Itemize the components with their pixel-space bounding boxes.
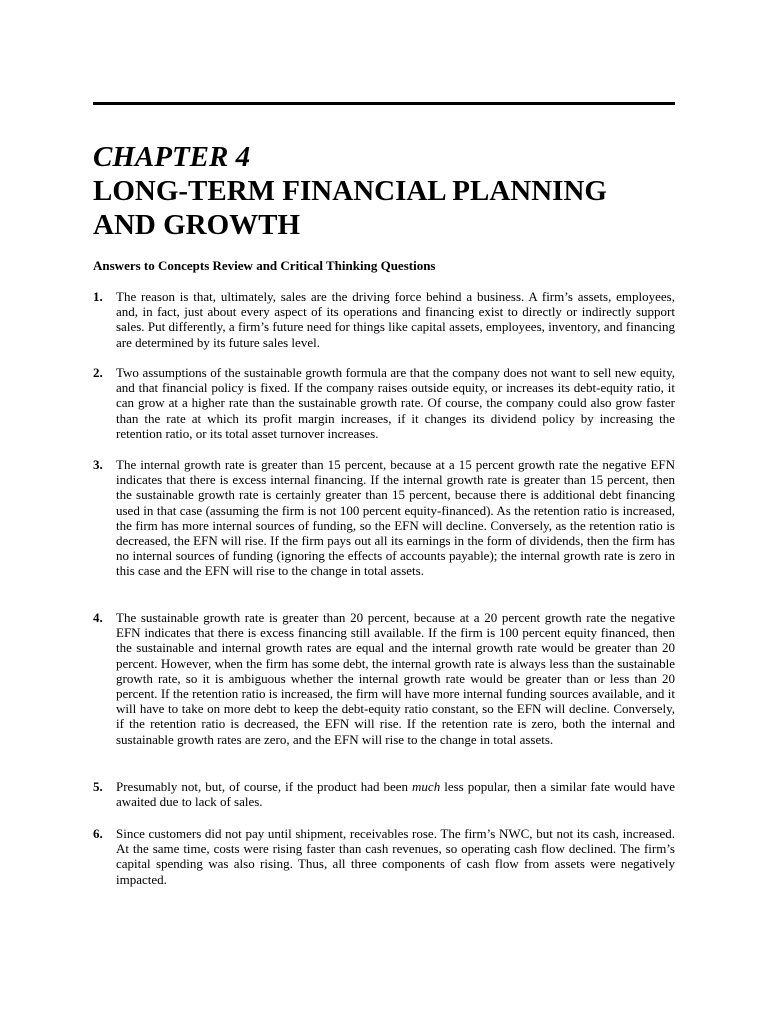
- answer-text: The reason is that, ultimately, sales are the driving force behind a business. A firm’s assets, employees, and, in fact, just about every aspect of its operations and financing exist to directly or indirectly support sales. Put differently, a firm’s future need for things like capital assets, employees, inventory, and financing are determined by its future sales level.: [116, 289, 675, 350]
- answer-number: 2.: [93, 365, 103, 380]
- answer-item-1: [93, 289, 675, 350]
- answer-number: 4.: [93, 610, 103, 625]
- answer-text: Since customers did not pay until shipment, receivables rose. The firm’s NWC, but not its cash, increased. At the same time, costs were rising faster than cash revenues, so operating cash flow declined. The firm’s capital spending was also rising. Thus, all three components of cash flow from assets were negatively impacted.: [116, 826, 675, 887]
- section-heading: Answers to Concepts Review and Critical Thinking Questions: [93, 258, 436, 273]
- answer-text-emphasis: much: [412, 779, 441, 794]
- answer-item-6: [93, 826, 675, 887]
- answer-text-part: less popular, then a similar fate would have awaited due to lack of sales.: [116, 779, 675, 810]
- chapter-title-line-1: LONG-TERM FINANCIAL PLANNING: [93, 175, 607, 207]
- answer-number: 6.: [93, 826, 103, 841]
- answer-number: 3.: [93, 457, 103, 472]
- chapter-number: CHAPTER 4: [93, 141, 251, 173]
- answer-number: 5.: [93, 779, 103, 794]
- answer-text: The sustainable growth rate is greater than 20 percent, because at a 20 percent growth rate the negative EFN indicates that there is excess financing still available. If the firm is 100 percent equity financed, then the sustainable and internal growth rates are equal and the internal growth rate would be greater than 20 percent. However, when the firm has some debt, the internal growth rate is always less than the sustainable growth rate, so it is ambiguous whether the internal growth rate would be greater than or less than 20 percent. If the retention ratio is increased, the firm will have more internal funding sources available, and it will have to take on more debt to keep the debt-equity ratio constant, so the EFN will decline. Conversely, if the retention ratio is decreased, the EFN will rise. If the retention rate is zero, both the internal and sustainable growth rates are zero, and the EFN will rise to the change in total assets.: [116, 610, 675, 747]
- chapter-title-line-2: AND GROWTH: [93, 209, 301, 241]
- answer-text: The internal growth rate is greater than 15 percent, because at a 15 percent growth rate the negative EFN indicates that there is excess internal financing. If the internal growth rate is greater than 15 percent, then the sustainable growth rate is certainly greater than 15 percent, because there is additional debt financing used in that case (assuming the firm is not 100 percent equity-financed). As the retention ratio is increased, the firm has more internal sources of funding, so the EFN will decline. Conversely, as the retention ratio is decreased, the EFN will rise. If the firm pays out all its earnings in the form of dividends, then the firm has no internal sources of funding (ignoring the effects of accounts payable); the internal growth rate is zero in this case and the EFN will rise to the change in total assets.: [116, 457, 675, 579]
- answer-text: Two assumptions of the sustainable growth formula are that the company does not want to sell new equity, and that financial policy is fixed. If the company raises outside equity, or increases its debt-equity ratio, it can grow at a higher rate than the sustainable growth rate. Of course, the company could also grow faster than the rate at which its profit margin increases, if it changes its dividend policy by increasing the retention ratio, or its total asset turnover increases.: [116, 365, 675, 441]
- answer-number: 1.: [93, 289, 103, 304]
- chapter-title: [93, 174, 675, 242]
- answer-item-5: [93, 779, 675, 809]
- answer-item-4: [93, 610, 675, 747]
- answer-text-part: Presumably not, but, of course, if the product had been: [116, 779, 413, 794]
- answer-item-2: [93, 365, 675, 441]
- answer-item-3: [93, 457, 675, 579]
- header-rule: [93, 102, 675, 105]
- answer-text: [116, 779, 675, 809]
